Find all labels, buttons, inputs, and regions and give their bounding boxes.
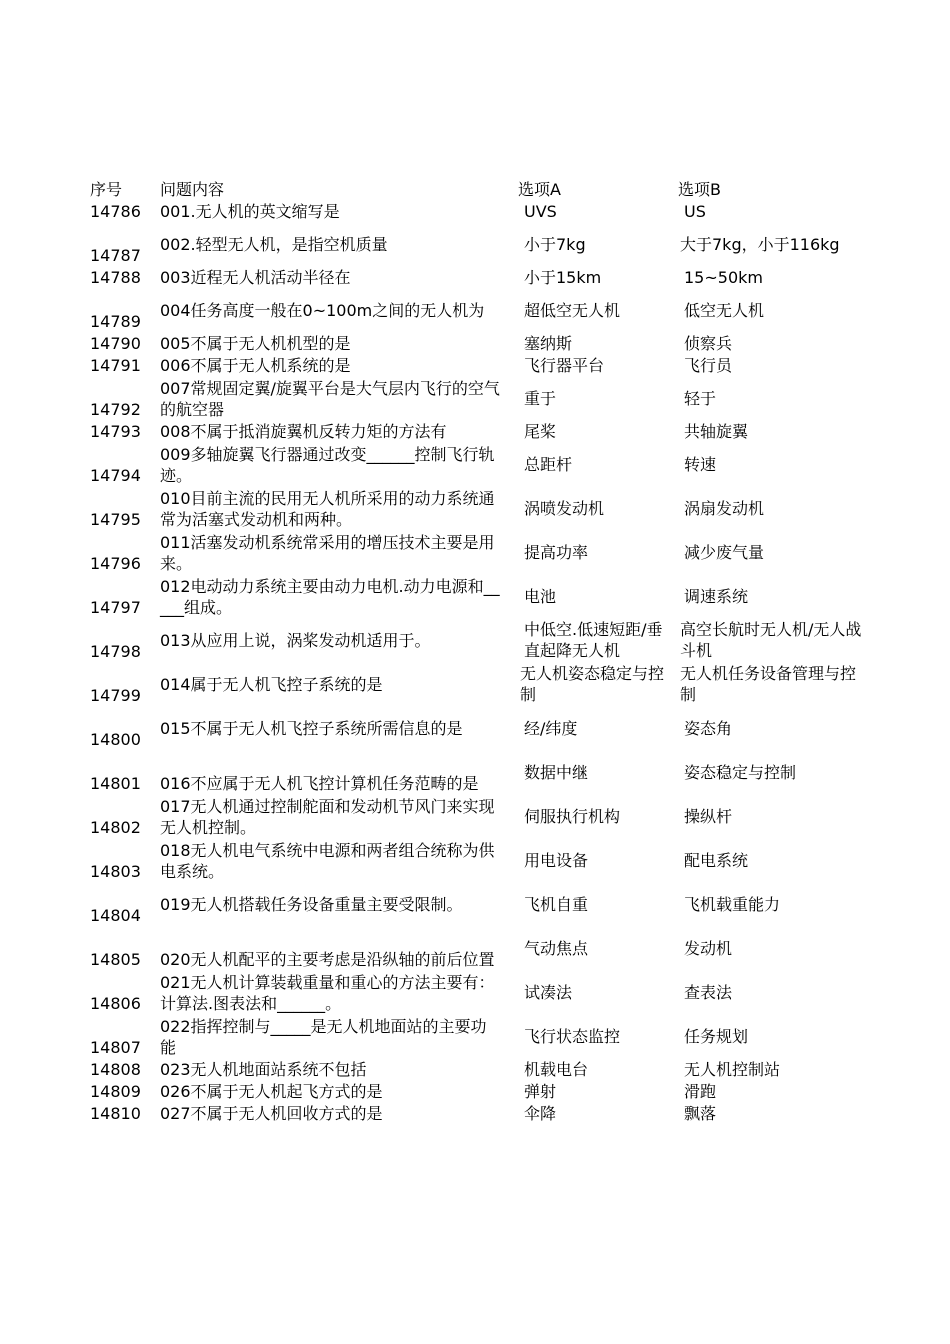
row-option-a: 尾桨: [524, 421, 557, 441]
table-header-row: [90, 178, 870, 200]
row-id: 14801: [90, 774, 141, 793]
row-id: 14790: [90, 334, 141, 353]
table-row: [90, 1014, 870, 1058]
row-question: 019无人机搭载任务设备重量主要受限制。: [160, 894, 463, 914]
row-id: 14792: [90, 400, 141, 419]
header-question: 问题内容: [160, 180, 225, 199]
table-row: [90, 354, 870, 376]
row-id: 14805: [90, 950, 141, 969]
row-option-b: 共轴旋翼: [684, 421, 749, 441]
table-row: [90, 926, 870, 970]
row-id: 14796: [90, 554, 141, 573]
row-question: 010目前主流的民用无人机所采用的动力系统通常为活塞式发动机和两种。: [160, 489, 495, 529]
row-question: 005不属于无人机机型的是: [160, 334, 351, 353]
row-option-b: 无人机控制站: [684, 1059, 781, 1079]
row-id: 14795: [90, 510, 141, 529]
row-option-a: 弹射: [524, 1081, 557, 1101]
table-row: [90, 706, 870, 750]
row-option-b: 低空无人机: [684, 300, 765, 320]
row-option-b: 发动机: [684, 938, 733, 958]
row-id: 14810: [90, 1104, 141, 1123]
row-option-b: 滑跑: [684, 1081, 717, 1101]
row-question: 006不属于无人机系统的是: [160, 356, 351, 375]
row-id: 14786: [90, 202, 141, 221]
row-option-a: 塞纳斯: [524, 333, 573, 353]
row-id: 14791: [90, 356, 141, 375]
row-option-b: 高空长航时无人机/无人战斗机: [680, 620, 862, 660]
row-option-a: 电池: [524, 586, 557, 606]
header-option-b: 选项B: [678, 180, 721, 199]
table-row: [90, 662, 870, 706]
row-option-b: 轻于: [684, 388, 717, 408]
table-row: [90, 288, 870, 332]
row-option-a: 飞行状态监控: [524, 1026, 621, 1046]
row-question: 022指挥控制与_____是无人机地面站的主要功能: [160, 1017, 487, 1057]
row-id: 14808: [90, 1060, 141, 1079]
row-id: 14802: [90, 818, 141, 837]
row-option-a: 中低空.低速短距/垂直起降无人机: [524, 620, 663, 660]
row-id: 14787: [90, 246, 141, 265]
row-id: 14794: [90, 466, 141, 485]
row-option-b: US: [684, 201, 706, 221]
table-row: [90, 1102, 870, 1124]
row-option-a: 飞行器平台: [524, 355, 605, 375]
row-question: 020无人机配平的主要考虑是沿纵轴的前后位置: [160, 950, 495, 969]
row-option-b: 减少废气量: [684, 542, 765, 562]
row-question: 021无人机计算装载重量和重心的方法主要有：计算法.图表法和______。: [160, 973, 495, 1013]
row-id: 14807: [90, 1038, 141, 1057]
row-question: 002.轻型无人机，是指空机质量: [160, 234, 388, 254]
table-row: [90, 574, 870, 618]
table-row: [90, 794, 870, 838]
row-question: 008不属于抵消旋翼机反转力矩的方法有: [160, 422, 447, 441]
row-option-a: 重于: [524, 388, 557, 408]
row-question: 027不属于无人机回收方式的是: [160, 1104, 383, 1123]
header-id: 序号: [90, 180, 123, 199]
row-option-b: 飘落: [684, 1103, 717, 1123]
row-id: 14809: [90, 1082, 141, 1101]
table-row: [90, 970, 870, 1014]
row-option-b: 调速系统: [684, 586, 749, 606]
row-question: 018无人机电气系统中电源和两者组合统称为供电系统。: [160, 841, 495, 881]
row-id: 14798: [90, 642, 141, 661]
question-sheet: [90, 178, 870, 1124]
row-option-b: 涡扇发动机: [684, 498, 765, 518]
row-id: 14803: [90, 862, 141, 881]
row-question: 014属于无人机飞控子系统的是: [160, 674, 383, 694]
row-option-a: 涡喷发动机: [524, 498, 605, 518]
row-option-a: 伺服执行机构: [524, 806, 621, 826]
row-option-b: 操纵杆: [684, 806, 733, 826]
row-option-a: 气动焦点: [524, 938, 589, 958]
table-row: [90, 200, 870, 222]
table-row: [90, 420, 870, 442]
row-option-b: 姿态角: [684, 718, 733, 738]
row-question: 007常规固定翼/旋翼平台是大气层内飞行的空气的航空器: [160, 379, 500, 419]
row-id: 14789: [90, 312, 141, 331]
table-row: [90, 618, 870, 662]
row-question: 012电动动力系统主要由动力电机.动力电源和_____组成。: [160, 577, 500, 617]
row-option-b: 姿态稳定与控制: [684, 762, 797, 782]
table-row: [90, 376, 870, 420]
row-question: 013从应用上说，涡桨发动机适用于。: [160, 630, 431, 650]
row-option-a: 机载电台: [524, 1059, 589, 1079]
row-question: 009多轴旋翼飞行器通过改变______控制飞行轨迹。: [160, 445, 495, 485]
table-row: [90, 530, 870, 574]
row-option-b: 15~50km: [684, 267, 763, 287]
table-body: [90, 200, 870, 1124]
row-question: 026不属于无人机起飞方式的是: [160, 1082, 383, 1101]
table-row: [90, 222, 870, 266]
row-id: 14804: [90, 906, 141, 925]
row-option-b: 飞行员: [684, 355, 733, 375]
table-row: [90, 882, 870, 926]
row-id: 14793: [90, 422, 141, 441]
table-row: [90, 442, 870, 486]
row-option-a: 用电设备: [524, 850, 589, 870]
row-option-a: 试凑法: [524, 982, 573, 1002]
header-option-a: 选项A: [518, 180, 561, 199]
row-id: 14788: [90, 268, 141, 287]
row-option-b: 查表法: [684, 982, 733, 1002]
row-option-a: UVS: [524, 201, 557, 221]
row-option-b: 转速: [684, 454, 717, 474]
row-question: 004任务高度一般在0~100m之间的无人机为: [160, 300, 485, 320]
row-option-a: 数据中继: [524, 762, 589, 782]
table-row: [90, 1080, 870, 1102]
row-question: 001.无人机的英文缩写是: [160, 202, 340, 221]
row-option-a: 提高功率: [524, 542, 589, 562]
row-option-b: 无人机任务设备管理与控制: [680, 664, 857, 704]
row-option-a: 小于7kg: [524, 234, 586, 254]
row-option-a: 飞机自重: [524, 894, 589, 914]
row-option-a: 无人机姿态稳定与控制: [520, 664, 665, 704]
table-row: [90, 486, 870, 530]
row-option-b: 配电系统: [684, 850, 749, 870]
table-row: [90, 838, 870, 882]
table-row: [90, 1058, 870, 1080]
row-question: 017无人机通过控制舵面和发动机节风门来实现无人机控制。: [160, 797, 495, 837]
row-id: 14800: [90, 730, 141, 749]
row-option-a: 伞降: [524, 1103, 557, 1123]
table-row: [90, 750, 870, 794]
table-row: [90, 332, 870, 354]
row-option-b: 侦察兵: [684, 333, 733, 353]
row-question: 016不应属于无人机飞控计算机任务范畴的是: [160, 774, 479, 793]
row-id: 14797: [90, 598, 141, 617]
question-table: [90, 178, 870, 1124]
row-question: 003近程无人机活动半径在: [160, 268, 351, 287]
table-row: [90, 266, 870, 288]
row-option-b: 任务规划: [684, 1026, 749, 1046]
row-question: 023无人机地面站系统不包括: [160, 1060, 367, 1079]
row-option-a: 小于15km: [524, 267, 602, 287]
row-option-a: 超低空无人机: [524, 300, 621, 320]
row-option-b: 飞机载重能力: [684, 894, 781, 914]
row-id: 14806: [90, 994, 141, 1013]
row-id: 14799: [90, 686, 141, 705]
row-question: 015不属于无人机飞控子系统所需信息的是: [160, 718, 463, 738]
row-option-a: 总距杆: [524, 454, 573, 474]
row-option-b: 大于7kg，小于116kg: [680, 234, 840, 254]
row-question: 011活塞发动机系统常采用的增压技术主要是用来。: [160, 533, 495, 573]
row-option-a: 经/纬度: [524, 718, 578, 738]
